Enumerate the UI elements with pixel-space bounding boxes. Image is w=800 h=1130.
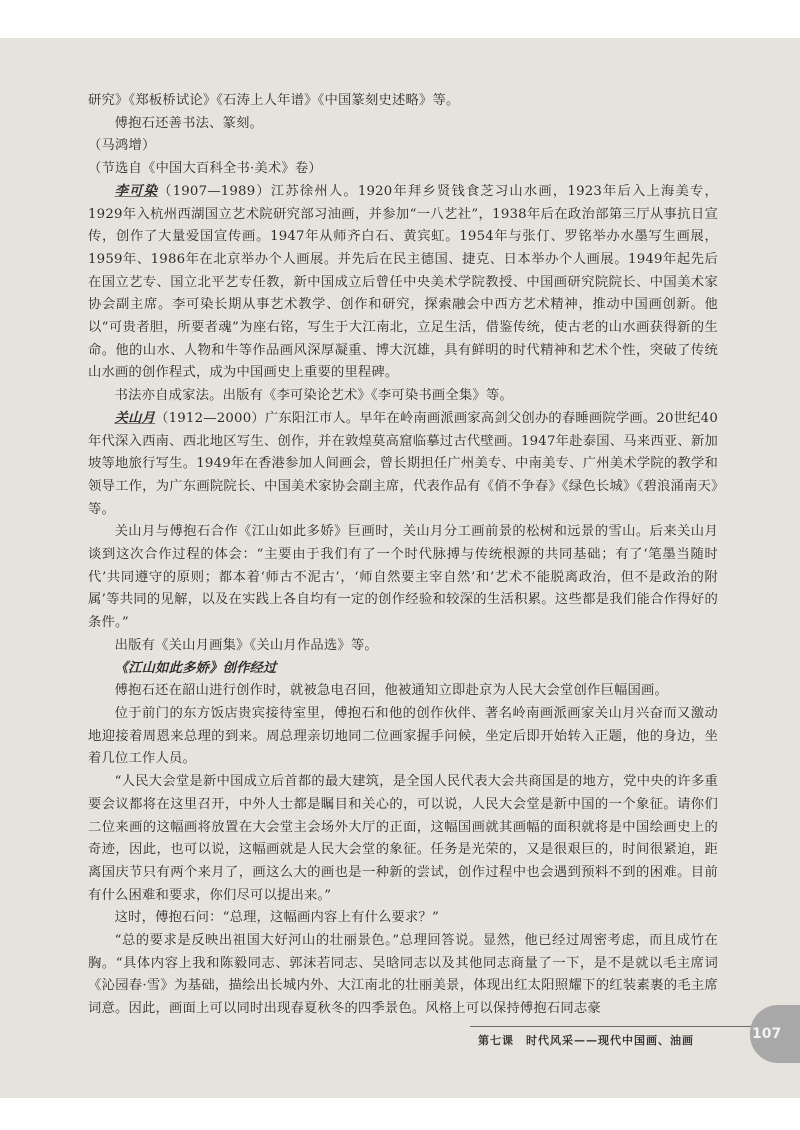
text-paragraph: “人民大会堂是新中国成立后首都的最大建筑，是全国人民代表大会共商国是的地方，党中央的许多重要会议都将在这里召开，中外人士都是瞩目和关心的，可以说，人民大会堂是新中国的一个象征。请你们二位来画的这幅画将放置在大会堂主会场外大厅的正面，这幅国画就其画幅的面积就将是中国绘画史上的奇迹，因此，也可以说，这幅画就是人民大会堂的象征。任务是光荣的，又是很艰巨的，时间很紧迫，距离国庆节只有两个来月了，画这么大的画也是一种新的尝试，创作过程中也会遇到预料不到的困难。目前有什么困难和要求，你们尽可以提出来。” (88, 774, 718, 903)
page-body-text (88, 90, 718, 1021)
text-paragraph: 傅抱石还在韶山进行创作时，就被急电召回，他被通知立即赴京为人民大会堂创作巨幅国画。 (114, 683, 668, 699)
biography-entry (88, 408, 718, 522)
page-number: 107 (752, 1026, 782, 1042)
text-paragraph: 这时，傅抱石问：“总理，这幅画内容上有什么要求？” (114, 910, 440, 926)
section-title: 《江山如此多娇》创作经过 (114, 660, 277, 676)
text-paragraph: 书法亦自成家法。出版有《李可染论艺术》《李可染书画全集》等。 (114, 388, 513, 404)
entry-name: 关山月 (114, 410, 156, 426)
entry-text: （1912—2000）广东阳江市人。早年在岭南画派画家高剑父创办的春睡画院学画。20世纪40年代深入西南、西北地区写生、创作，并在敦煌莫高窟临摹过古代壁画。1947年赴泰国、马来西亚、新加坡等地旅行写生。1949年在香港参加人间画会，曾长期担任广州美专、中南美专、广州美术学院的教学和领导工作，为广东画院院长、中国美术家协会副主席，代表作品有《俏不争春》《绿色长城》《碧浪涌南天》等。 (88, 410, 718, 517)
text-paragraph: （节选自《中国大百科全书·美术》卷） (88, 161, 322, 177)
text-paragraph: 研究》《郑板桥试论》《石涛上人年谱》《中国篆刻史述略》等。 (88, 93, 460, 108)
text-paragraph: 位于前门的东方饭店贵宾接待室里，傅抱石和他的创作伙伴、著名岭南画派画家关山月兴奋而又激动地迎接着周恩来总理的到来。周总理亲切地同二位画家握手问候，坐定后即开始转入正题，他的身边，坐着几位工作人员。 (88, 705, 718, 767)
entry-text: （1907—1989）江苏徐州人。1920年拜乡贤钱食芝习山水画，1923年后入上海美专，1929年入杭州西湖国立艺术院研究部习油画，并参加“一八艺社”，1938年后在政治部第三厅从事抗日宣传，创作了大量爱国宣传画。1947年从师齐白石、黄宾虹。1954年与张仃、罗铭举办水墨写生画展，1959年、1986年在北京举办个人画展。并先后在民主德国、捷克、日本举办个人画展。1949年起先后在国立艺专、国立北平艺专任教，新中国成立后曾任中央美术学院教授、中国画研究院院长、中国美术家协会副主席。李可染长期从事艺术教学、创作和研究，探索融会中西方艺术精神，推动中国画创新。他以“可贵者胆，所要者魂”为座右铭，写生于大江南北，立足生活，借鉴传统，使古老的山水画获得新的生命。他的山水、人物和牛等作品画风深厚凝重、博大沉雄，具有鲜明的时代精神和艺术个性，突破了传统山水画的创作程式，成为中国画史上重要的里程碑。 (88, 183, 719, 381)
chapter-footer: 第七课 时代风采——现代中国画、油画 (478, 1034, 694, 1047)
biography-entry (88, 181, 718, 385)
text-paragraph: 关山月与傅抱石合作《江山如此多娇》巨画时，关山月分工画前景的松树和远景的雪山。后来关山月谈到这次合作过程的体会：“主要由于我们有了一个时代脉搏与传统根源的共同基础；有了‘笔墨当随时代’共同遵守的原则；都本着‘师古不泥古’，‘师自然要主宰自然’和‘艺术不能脱离政治，但不是政治的附属’等共同的见解，以及在实践上各自均有一定的创作经验和较深的生活积累。这些都是我们能合作得好的条件。” (88, 524, 718, 631)
text-paragraph: 傅抱石还善书法、篆刻。 (114, 115, 264, 131)
entry-name: 李可染 (114, 183, 159, 199)
text-paragraph: “总的要求是反映出祖国大好河山的壮丽景色。”总理回答说。显然，他已经过周密考虑，而且成竹在胸。“具体内容上我和陈毅同志、郭沫若同志、吴晗同志以及其他同志商量了一下，是不是就以毛主席词《沁园春·雪》为基础，描绘出长城内外、大江南北的壮丽美景，体现出红太阳照耀下的红装素裹的毛主席词意。因此，画面上可以同时出现春夏秋冬的四季景色。风格上可以保持傅抱石同志豪 (88, 933, 718, 1017)
text-paragraph: （马鸿增） (88, 138, 156, 154)
text-paragraph: 出版有《关山月画集》《关山月作品选》等。 (114, 637, 378, 653)
footer-rule (470, 1026, 790, 1027)
